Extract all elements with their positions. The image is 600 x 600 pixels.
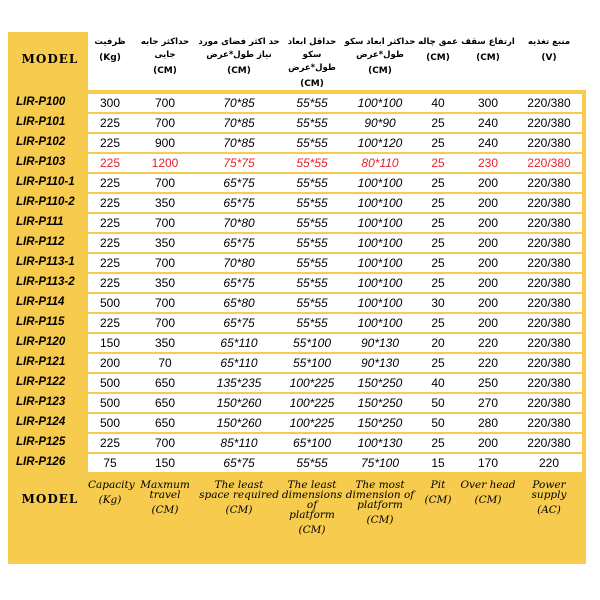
table-row bbox=[88, 334, 582, 352]
footer-power: Power supply (AC) bbox=[531, 479, 567, 516]
cell-travel: 350 bbox=[154, 276, 176, 290]
cell-capacity: 225 bbox=[99, 116, 121, 130]
cell-pit: 25 bbox=[431, 356, 445, 370]
cell-capacity: 225 bbox=[99, 176, 121, 190]
cell-space: 65*75 bbox=[223, 236, 255, 250]
cell-max-dim: 75*100 bbox=[360, 456, 400, 470]
cell-min-dim: 55*55 bbox=[296, 196, 328, 210]
model-label: LIR-P121 bbox=[16, 356, 66, 368]
cell-overhead: 170 bbox=[477, 456, 499, 470]
cell-overhead: 240 bbox=[477, 116, 499, 130]
cell-pit: 30 bbox=[431, 296, 445, 310]
cell-pit: 50 bbox=[431, 416, 445, 430]
cell-travel: 700 bbox=[154, 256, 176, 270]
cell-overhead: 230 bbox=[477, 156, 499, 170]
footer-model: MODEL bbox=[21, 492, 79, 506]
cell-max-dim: 100*100 bbox=[357, 236, 403, 250]
model-label: LIR-P111 bbox=[16, 216, 64, 228]
footer-max-dim: The most dimension of platform (CM) bbox=[345, 479, 415, 526]
model-label: LIR-P113-2 bbox=[16, 276, 75, 288]
table-row bbox=[88, 294, 582, 312]
cell-pit: 25 bbox=[431, 256, 445, 270]
model-label: LIR-P123 bbox=[16, 396, 66, 408]
model-label: LIR-P124 bbox=[16, 416, 66, 428]
table-row bbox=[88, 434, 582, 452]
cell-power: 220/380 bbox=[527, 316, 571, 330]
model-label: LIR-P103 bbox=[16, 156, 66, 168]
cell-power: 220/380 bbox=[527, 96, 571, 110]
cell-pit: 25 bbox=[431, 236, 445, 250]
cell-travel: 700 bbox=[154, 96, 176, 110]
cell-min-dim: 55*55 bbox=[296, 176, 328, 190]
cell-travel: 1200 bbox=[151, 156, 179, 170]
model-label: LIR-P112 bbox=[16, 236, 65, 248]
cell-pit: 40 bbox=[431, 96, 445, 110]
footer-space: The least space required (CM) bbox=[199, 479, 279, 516]
cell-max-dim: 150*250 bbox=[357, 416, 403, 430]
footer-pit: Pit (CM) bbox=[424, 479, 452, 506]
model-label: LIR-P102 bbox=[16, 136, 66, 148]
cell-min-dim: 55*55 bbox=[296, 136, 328, 150]
table-row bbox=[88, 314, 582, 332]
cell-travel: 650 bbox=[154, 376, 176, 390]
header-travel: حداکثر جابه جایی (CM) bbox=[140, 37, 190, 76]
cell-power: 220/380 bbox=[527, 336, 571, 350]
cell-space: 65*75 bbox=[223, 316, 255, 330]
header-max-dim: حداکثر ابعاد سکو طول*عرض (CM) bbox=[344, 37, 416, 76]
cell-travel: 70 bbox=[158, 356, 172, 370]
cell-min-dim: 55*55 bbox=[296, 156, 328, 170]
model-label: LIR-P114 bbox=[16, 296, 65, 308]
cell-capacity: 225 bbox=[99, 196, 121, 210]
cell-power: 220/380 bbox=[527, 156, 571, 170]
cell-overhead: 280 bbox=[477, 416, 499, 430]
cell-overhead: 270 bbox=[477, 396, 499, 410]
header-model: MODEL bbox=[21, 52, 79, 66]
cell-travel: 350 bbox=[154, 236, 176, 250]
cell-capacity: 500 bbox=[99, 376, 121, 390]
cell-overhead: 220 bbox=[477, 356, 499, 370]
table-row bbox=[88, 414, 582, 432]
cell-pit: 25 bbox=[431, 116, 445, 130]
cell-travel: 700 bbox=[154, 296, 176, 310]
table-row bbox=[88, 374, 582, 392]
cell-capacity: 225 bbox=[99, 276, 121, 290]
cell-power: 220/380 bbox=[527, 136, 571, 150]
header-overhead: ارتفاع سقف (CM) bbox=[461, 37, 515, 63]
cell-power: 220/380 bbox=[527, 176, 571, 190]
footer-overhead: Over head (CM) bbox=[460, 479, 516, 506]
cell-space: 65*110 bbox=[220, 356, 258, 370]
table-row bbox=[88, 174, 582, 192]
cell-capacity: 225 bbox=[99, 216, 121, 230]
cell-max-dim: 100*100 bbox=[357, 96, 403, 110]
cell-capacity: 225 bbox=[99, 136, 121, 150]
cell-pit: 20 bbox=[431, 336, 445, 350]
footer-min-dim: The least dimensions of platform (CM) bbox=[281, 479, 343, 536]
cell-power: 220/380 bbox=[527, 416, 571, 430]
cell-capacity: 225 bbox=[99, 156, 121, 170]
cell-power: 220/380 bbox=[527, 196, 571, 210]
cell-max-dim: 90*90 bbox=[364, 116, 396, 130]
cell-space: 65*75 bbox=[223, 456, 255, 470]
model-label: LIR-P100 bbox=[16, 96, 66, 108]
cell-pit: 25 bbox=[431, 276, 445, 290]
cell-max-dim: 150*250 bbox=[357, 396, 403, 410]
cell-overhead: 200 bbox=[477, 176, 499, 190]
model-column bbox=[14, 92, 86, 472]
cell-pit: 25 bbox=[431, 316, 445, 330]
cell-capacity: 225 bbox=[99, 436, 121, 450]
cell-capacity: 500 bbox=[99, 396, 121, 410]
cell-space: 150*260 bbox=[216, 416, 262, 430]
data-table bbox=[88, 94, 582, 474]
cell-travel: 150 bbox=[154, 456, 176, 470]
header-space: حد اکثر فضای مورد نیاز طول*عرض (CM) bbox=[198, 37, 280, 76]
cell-max-dim: 100*100 bbox=[357, 276, 403, 290]
cell-overhead: 300 bbox=[477, 96, 499, 110]
cell-min-dim: 55*55 bbox=[296, 96, 328, 110]
model-label: LIR-P125 bbox=[16, 436, 66, 448]
cell-min-dim: 55*55 bbox=[296, 116, 328, 130]
table-row bbox=[88, 354, 582, 372]
table-row bbox=[88, 94, 582, 112]
cell-max-dim: 100*100 bbox=[357, 256, 403, 270]
cell-min-dim: 55*55 bbox=[296, 276, 328, 290]
model-label: LIR-P122 bbox=[16, 376, 66, 388]
cell-travel: 700 bbox=[154, 216, 176, 230]
cell-pit: 25 bbox=[431, 136, 445, 150]
cell-pit: 25 bbox=[431, 156, 445, 170]
cell-space: 70*85 bbox=[223, 116, 255, 130]
cell-pit: 25 bbox=[431, 436, 445, 450]
model-label: LIR-P110-2 bbox=[16, 196, 75, 208]
cell-overhead: 200 bbox=[477, 436, 499, 450]
cell-travel: 900 bbox=[154, 136, 176, 150]
cell-max-dim: 100*100 bbox=[357, 216, 403, 230]
cell-capacity: 500 bbox=[99, 416, 121, 430]
cell-capacity: 200 bbox=[99, 356, 121, 370]
cell-travel: 350 bbox=[154, 336, 176, 350]
cell-capacity: 300 bbox=[99, 96, 121, 110]
cell-min-dim: 100*225 bbox=[289, 396, 335, 410]
cell-min-dim: 55*55 bbox=[296, 236, 328, 250]
cell-space: 70*80 bbox=[223, 216, 255, 230]
cell-power: 220/380 bbox=[527, 256, 571, 270]
cell-power: 220/380 bbox=[527, 436, 571, 450]
cell-min-dim: 100*225 bbox=[289, 416, 335, 430]
cell-space: 70*85 bbox=[223, 136, 255, 150]
cell-space: 65*75 bbox=[223, 276, 255, 290]
cell-pit: 25 bbox=[431, 176, 445, 190]
cell-power: 220/380 bbox=[527, 356, 571, 370]
cell-max-dim: 100*130 bbox=[357, 436, 403, 450]
cell-max-dim: 90*130 bbox=[360, 356, 400, 370]
cell-travel: 350 bbox=[154, 196, 176, 210]
cell-min-dim: 55*100 bbox=[292, 336, 332, 350]
cell-capacity: 225 bbox=[99, 256, 121, 270]
cell-travel: 700 bbox=[154, 436, 176, 450]
cell-power: 220/380 bbox=[527, 276, 571, 290]
cell-power: 220/380 bbox=[527, 236, 571, 250]
table-row bbox=[88, 194, 582, 212]
header-capacity: ظرفیت (Kg) bbox=[94, 37, 126, 63]
cell-max-dim: 100*120 bbox=[357, 136, 403, 150]
cell-power: 220/380 bbox=[527, 216, 571, 230]
model-label: LIR-P113-1 bbox=[16, 256, 75, 268]
footer-travel: Maxmum travel (CM) bbox=[140, 479, 190, 516]
cell-space: 85*110 bbox=[220, 436, 258, 450]
cell-space: 65*110 bbox=[220, 336, 258, 350]
cell-space: 70*80 bbox=[223, 256, 255, 270]
cell-overhead: 200 bbox=[477, 236, 499, 250]
cell-power: 220/380 bbox=[527, 296, 571, 310]
cell-space: 70*85 bbox=[223, 96, 255, 110]
cell-pit: 25 bbox=[431, 216, 445, 230]
cell-travel: 700 bbox=[154, 316, 176, 330]
cell-min-dim: 65*100 bbox=[292, 436, 332, 450]
cell-capacity: 225 bbox=[99, 316, 121, 330]
model-label: LIR-P115 bbox=[16, 316, 65, 328]
cell-min-dim: 55*55 bbox=[296, 296, 328, 310]
cell-min-dim: 55*100 bbox=[292, 356, 332, 370]
cell-pit: 25 bbox=[431, 196, 445, 210]
cell-pit: 50 bbox=[431, 396, 445, 410]
cell-min-dim: 55*55 bbox=[296, 256, 328, 270]
table-row bbox=[88, 114, 582, 132]
cell-overhead: 220 bbox=[477, 336, 499, 350]
cell-overhead: 250 bbox=[477, 376, 499, 390]
cell-overhead: 200 bbox=[477, 276, 499, 290]
cell-overhead: 200 bbox=[477, 196, 499, 210]
cell-max-dim: 80*110 bbox=[361, 156, 399, 170]
model-label: LIR-P126 bbox=[16, 456, 66, 468]
cell-space: 65*80 bbox=[223, 296, 255, 310]
table-row bbox=[88, 254, 582, 272]
table-row bbox=[88, 394, 582, 412]
header-min-dim: حداقل ابعاد سکو طول*عرض (CM) bbox=[287, 37, 337, 89]
cell-space: 150*260 bbox=[216, 396, 262, 410]
model-label: LIR-P110-1 bbox=[16, 176, 75, 188]
table-row bbox=[88, 234, 582, 252]
cell-power: 220/380 bbox=[527, 396, 571, 410]
header-power: منبع تغذیه (V) bbox=[527, 37, 571, 63]
cell-max-dim: 90*130 bbox=[360, 336, 400, 350]
cell-capacity: 225 bbox=[99, 236, 121, 250]
cell-overhead: 240 bbox=[477, 136, 499, 150]
footer-capacity: Capacity (Kg) bbox=[88, 479, 135, 506]
cell-min-dim: 100*225 bbox=[289, 376, 335, 390]
table-row bbox=[88, 274, 582, 292]
model-label: LIR-P120 bbox=[16, 336, 66, 348]
cell-travel: 650 bbox=[154, 396, 176, 410]
cell-capacity: 150 bbox=[99, 336, 121, 350]
cell-capacity: 75 bbox=[103, 456, 117, 470]
cell-max-dim: 100*100 bbox=[357, 296, 403, 310]
cell-power: 220/380 bbox=[527, 116, 571, 130]
table-row bbox=[88, 454, 582, 472]
cell-overhead: 200 bbox=[477, 316, 499, 330]
cell-capacity: 500 bbox=[99, 296, 121, 310]
table-row bbox=[88, 134, 582, 152]
cell-max-dim: 100*100 bbox=[357, 316, 403, 330]
cell-space: 75*75 bbox=[223, 156, 255, 170]
cell-space: 135*235 bbox=[216, 376, 262, 390]
cell-min-dim: 55*55 bbox=[296, 316, 328, 330]
header-pit: عمق چاله (CM) bbox=[418, 37, 458, 63]
cell-travel: 700 bbox=[154, 176, 176, 190]
model-label: LIR-P101 bbox=[16, 116, 66, 128]
cell-travel: 650 bbox=[154, 416, 176, 430]
cell-power: 220 bbox=[538, 456, 560, 470]
table-row bbox=[88, 154, 582, 172]
cell-power: 220/380 bbox=[527, 376, 571, 390]
table-row bbox=[88, 214, 582, 232]
cell-space: 65*75 bbox=[223, 176, 255, 190]
cell-overhead: 200 bbox=[477, 296, 499, 310]
cell-travel: 700 bbox=[154, 116, 176, 130]
cell-space: 65*75 bbox=[223, 196, 255, 210]
cell-pit: 15 bbox=[431, 456, 445, 470]
cell-max-dim: 100*100 bbox=[357, 176, 403, 190]
cell-min-dim: 55*55 bbox=[296, 216, 328, 230]
cell-max-dim: 150*250 bbox=[357, 376, 403, 390]
cell-min-dim: 55*55 bbox=[296, 456, 328, 470]
cell-overhead: 200 bbox=[477, 216, 499, 230]
cell-pit: 40 bbox=[431, 376, 445, 390]
cell-max-dim: 100*100 bbox=[357, 196, 403, 210]
cell-overhead: 200 bbox=[477, 256, 499, 270]
